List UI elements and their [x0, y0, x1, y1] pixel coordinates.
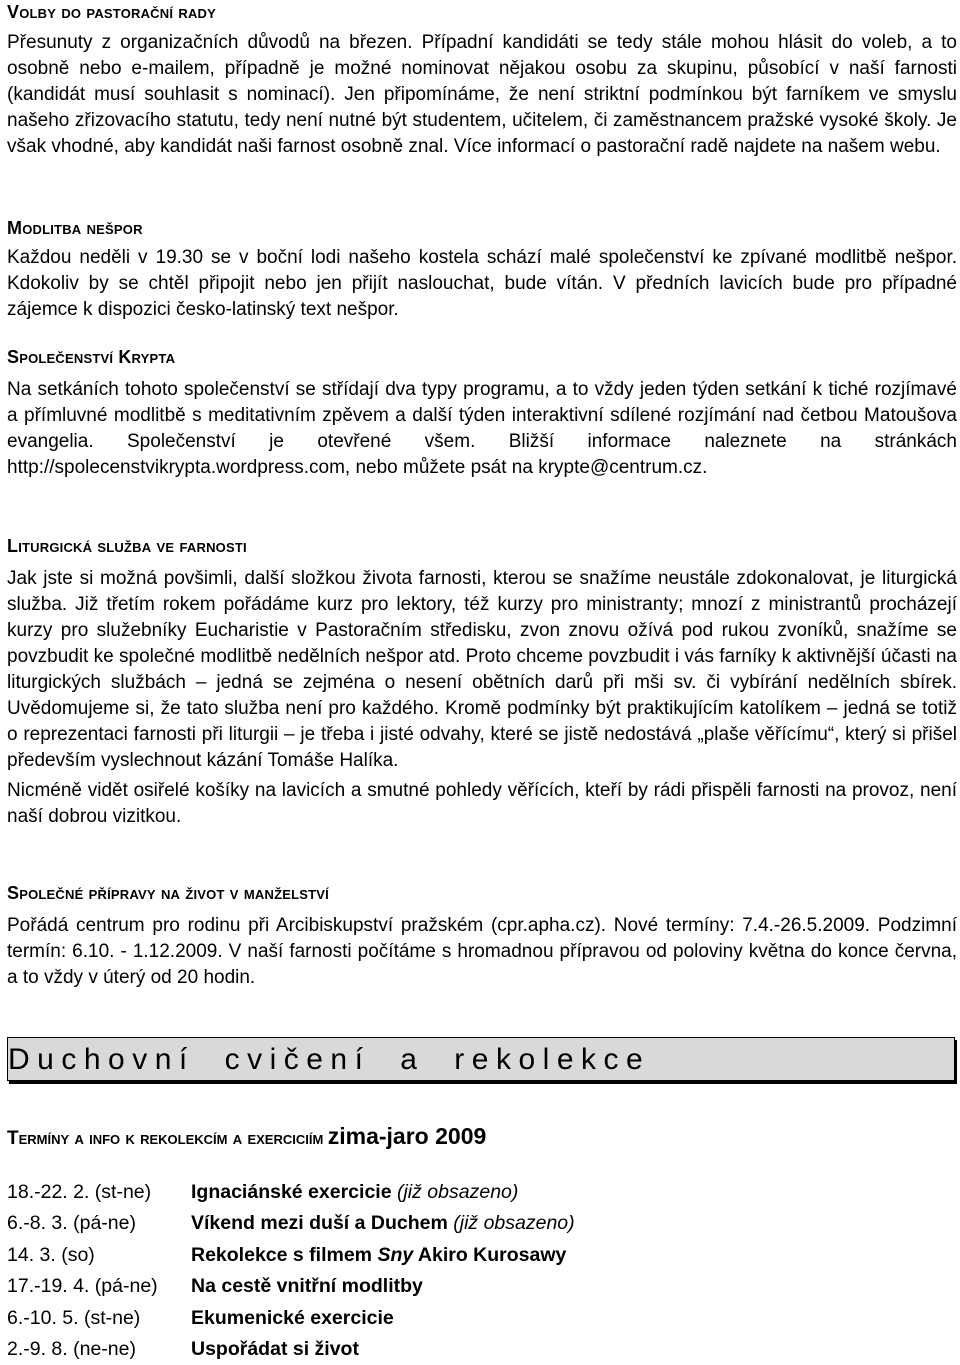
event-date: 17.-19. 4. (pá-ne)	[7, 1275, 158, 1298]
event-title: Na cestě vnitřní modlitby	[191, 1275, 423, 1298]
event-title: Uspořádat si život	[191, 1337, 359, 1360]
list-item	[7, 1271, 957, 1302]
event-film-title: Sny	[377, 1243, 414, 1266]
event-title-line	[191, 1240, 566, 1271]
event-title: Ekumenické exercicie	[191, 1306, 394, 1329]
list-item	[7, 1303, 957, 1334]
event-date: 18.-22. 2. (st-ne)	[7, 1181, 152, 1203]
section-krypta-community	[7, 345, 957, 481]
events-list	[7, 1177, 957, 1365]
event-date: 2.-9. 8. (ne-ne)	[7, 1337, 136, 1360]
event-date: 6.-8. 3. (pá-ne)	[7, 1212, 136, 1235]
section-pastoral-council-elections	[7, 0, 957, 160]
event-title: Rekolekce s filmem	[191, 1243, 373, 1266]
section-heading: Společné přípravy na život v manželství	[7, 883, 329, 903]
list-item	[7, 1177, 957, 1208]
section-heading: Společenství Krypta	[7, 347, 176, 367]
list-item	[7, 1334, 957, 1365]
terms-heading	[7, 1123, 486, 1150]
event-title: Ignaciánské exercicie	[191, 1181, 392, 1203]
section-marriage-preparation	[7, 881, 957, 991]
event-note: (již obsazeno)	[453, 1212, 575, 1235]
terms-heading-season: zima-jaro 2009	[327, 1123, 487, 1149]
event-date: 6.-10. 5. (st-ne)	[7, 1306, 141, 1329]
section-body: Přesunuty z organizačních důvodů na březen. Případní kandidáti se tedy stále mohou hlásit do voleb, a to osobně nebo e-mailem, případně je možné nominovat nějakou osobu za skupinu, působící v naší farnosti (kandidát musí souhlasit s nominací). Jen připomínáme, že není striktní podmínkou být farníkem ve smyslu našeho zřizovacího statutu, tedy není nutné být studentem, učitelem, či zaměstnancem pražské vysoké školy. Je však vhodné, aby kandidát naši farnost osobně znal. Více informací o pastorační radě najdete na našem webu.	[7, 32, 957, 157]
section-liturgical-service	[7, 534, 957, 830]
event-note: (již obsazeno)	[396, 1181, 519, 1203]
section-body: Na setkáních tohoto společenství se střídají dva typy programu, a to vždy jeden týden setkání k tiché rozjímavé a přímluvné modlitbě s meditativním zpěvem a další týden interaktivní sdílené rozjímání nad četbou Matoušova evangelia. Společenství je otevřené všem. Bližší informace naleznete na stránkách http://spolecenstvikrypta.wordpress.com, nebo můžete psát na krypte@centrum.cz.	[7, 379, 957, 478]
event-date: 14. 3. (so)	[7, 1243, 95, 1266]
terms-heading-text: Termíny a info k rekolekcím a exerciciím	[7, 1128, 324, 1149]
section-heading: Modlitba nešpor	[7, 218, 143, 238]
section-heading: Volby do pastorační rady	[7, 2, 217, 22]
event-title: Víkend mezi duší a Duchem	[191, 1212, 448, 1235]
section-vespers-prayer	[7, 216, 957, 323]
banner-title: Duchovní cvičení a rekolekce	[8, 1043, 651, 1076]
section-body: Jak jste si možná povšimli, další složkou života farnosti, kterou se snažíme neustále zdokonalovat, je liturgická služba. Již třetím rokem pořádáme kurz pro lektory, též kurzy pro ministranty; mnozí z ministrantů procházejí kurzy pro služebníky Eucharistie v Pastoračním středisku, zvon znovu ožívá pod rukou zvoníků, snažíme se povzbudit ke společné modlitbě nedělních nešpor atd. Proto chceme povzbudit i vás farníky k aktivnější účasti na liturgických službách – jedná se zejména o nesení obětních darů při mši sv. či vybírání nedělních sbírek. Uvědomujeme si, že tato služba není pro každého. Kromě podmínky být praktikujícím katolíkem – jedná se totiž o reprezentaci farnosti při liturgii – je třeba i jisté odvahy, které se jistě nedostává „plaše věřícímu“, který si přišel především vyslechnout kázání Tomáše Halíka.	[7, 568, 957, 771]
section-body: Pořádá centrum pro rodinu při Arcibiskupství pražském (cpr.apha.cz). Nové termíny: 7.4.-26.5.2009. Podzimní termín: 6.10. - 1.12.2009. V naší farnosti počítáme s hromadnou přípravou od poloviny května do konce června, a to vždy v úterý od 20 hodin.	[7, 915, 957, 988]
retreats-banner	[7, 1037, 955, 1081]
section-body-continued: Nicméně vidět osiřelé košíky na lavicích a smutné pohledy věřících, kteří by rádi přispěli farnosti na provoz, není naší dobrou vizitkou.	[7, 780, 957, 827]
event-title-suffix: Akiro Kurosawy	[417, 1243, 567, 1266]
list-item	[7, 1240, 957, 1271]
section-body: Každou neděli v 19.30 se v boční lodi našeho kostela schází malé společenství ke zpívané modlitbě nešpor. Kdokoliv by se chtěl připojit nebo jen přijít naslouchat, bude vítán. V předních lavicích bude pro případné zájemce k dispozici česko-latinský text nešpor.	[7, 247, 957, 320]
section-heading: Liturgická služba ve farnosti	[7, 536, 247, 556]
event-title-line	[191, 1208, 575, 1239]
event-title-line	[191, 1177, 518, 1208]
list-item	[7, 1208, 957, 1239]
